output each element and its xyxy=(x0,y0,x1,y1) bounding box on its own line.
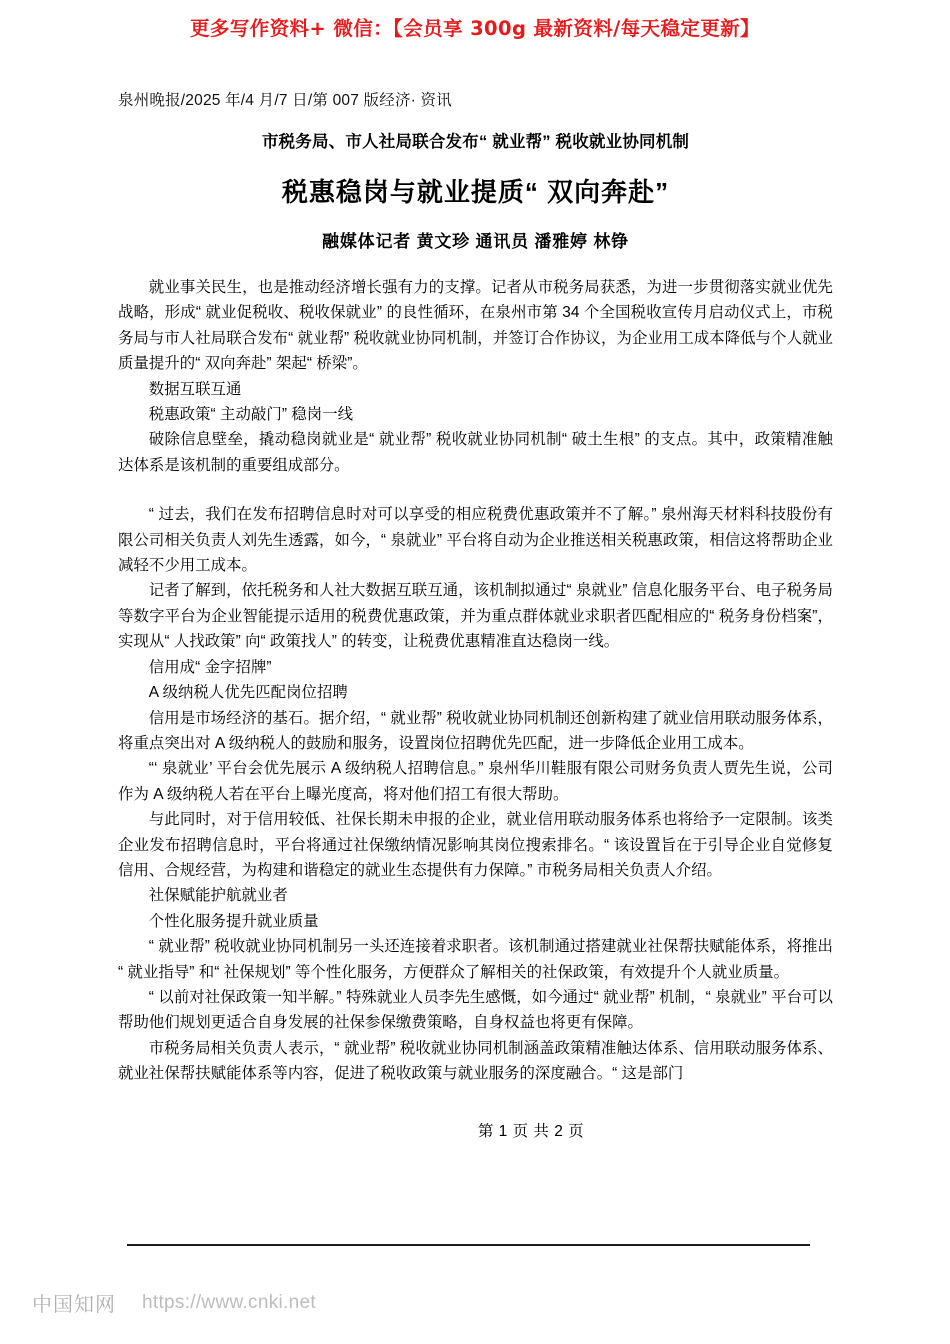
page-title: 税惠稳岗与就业提质“ 双向奔赴” xyxy=(281,177,670,207)
paragraph: 与此同时，对于信用较低、社保长期未申报的企业，就业信用联动服务体系也将给予一定限制。该类企业发布招聘信息时，平台将通过社保缴纳情况影响其岗位搜索排名。“ 该设置旨在于引导企业自觉修复信用、合规经营，为构建和谐稳定的就业生态提供有力保障。” 市税务局相关负责人介绍。 xyxy=(118,811,833,879)
promo-banner: 更多写作资料+ 微信：【会员享 300g 最新资料/每天稳定更新】 xyxy=(190,17,760,40)
paragraph: “‘ 泉就业’ 平台会优先展示 A 级纳税人招聘信息。” 泉州华川鞋服有限公司财务负责人贾先生说，公司作为 A 级纳税人若在平台上曝光度高，将对他们招工有很大帮助。 xyxy=(118,760,833,803)
page-number-label: 第 1 页 共 2 页 xyxy=(477,1123,585,1140)
article-kicker: 市税务局、市人社局联合发布“ 就业帮” 税收就业协同机制 xyxy=(261,133,690,151)
footer-divider xyxy=(127,1244,810,1246)
paragraph: 信用是市场经济的基石。据介绍，“ 就业帮” 税收就业协同机制还创新构建了就业信用联动服务体系，将重点突出对 A 级纳税人的鼓励和服务，设置岗位招聘优先匹配，进一步降低企业用工成本。 xyxy=(118,709,833,752)
paragraph: 破除信息壁垒，撬动稳岗就业是“ 就业帮” 税收就业协同机制“ 破土生根” 的支点。其中，政策精准触达体系是该机制的重要组成部分。 xyxy=(118,431,833,474)
article-byline: 融媒体记者 黄文珍 通讯员 潘雅婷 林铮 xyxy=(322,232,629,251)
cnki-brand-label: 中国知网 xyxy=(32,1294,116,1316)
paragraph: “ 过去，我们在发布招聘信息时对可以享受的相应税费优惠政策并不了解。” 泉州海天材料科技股份有限公司相关负责人刘先生透露，如今，“ 泉就业” 平台将自动为企业推送相关税惠政策，相信这将帮助企业减轻不少用工成本。 xyxy=(118,506,833,575)
article-source-line: 泉州晚报/2025 年/4 月/7 日/第 007 版经济· 资讯 xyxy=(118,92,452,109)
paragraph: 就业事关民生，也是推动经济增长强有力的支撑。记者从市税务局获悉，为进一步贯彻落实就业优先战略，形成“ 就业促税收、税收保就业” 的良性循环，在泉州市第 34 个全国税收宣传月启动仪式上，市税务局与市人社局联合发布“ 就业帮” 税收就业协同机制，并签订合作协议，为企业用工成本降低与个人就业质量提升的“ 双向奔赴” 架起“ 桥梁”。 xyxy=(118,279,833,373)
page-number xyxy=(0,1119,950,1141)
paragraph: 市税务局相关负责人表示，“ 就业帮” 税收就业协同机制涵盖政策精准触达体系、信用联动服务体系、就业社保帮扶赋能体系等内容，促进了税收政策与就业服务的深度融合。“ 这是部门 xyxy=(118,1039,833,1083)
paragraph: 记者了解到，依托税务和人社大数据互联互通，该机制拟通过“ 泉就业” 信息化服务平台、电子税务局等数字平台为企业智能提示适用的税费优惠政策，并为重点群体就业求职者匹配相应的“ 税务身份档案”，实现从“ 人找政策” 向“ 政策找人” 的转变，让税费优惠精准直达稳岗一线。 xyxy=(118,582,833,651)
paragraph: “ 就业帮” 税收就业协同机制另一头还连接着求职者。该机制通过搭建就业社保帮扶赋能体系，将推出“ 就业指导” 和“ 社保规划” 等个性化服务，方便群众了解相关的社保政策，有效提升个人就业质量。 xyxy=(118,938,833,981)
cnki-url-label: https://www.cnki.net xyxy=(142,1291,316,1313)
article-container xyxy=(118,88,833,1087)
section-heading: 数据互联互通 xyxy=(148,380,242,398)
paragraph: “ 以前对社保政策一知半解。” 特殊就业人员李先生感慨，如今通过“ 就业帮” 机制，“ 泉就业” 平台可以帮助他们规划更适合自身发展的社保参保缴费策略，自身权益也将更有保障。 xyxy=(118,988,833,1032)
section-subheading: 个性化服务提升就业质量 xyxy=(148,912,319,930)
section-heading: 信用成“ 金字招牌” xyxy=(148,658,272,676)
section-subheading: A 级纳税人优先匹配岗位招聘 xyxy=(148,684,348,702)
section-subheading: 税惠政策“ 主动敲门” 稳岗一线 xyxy=(148,406,354,424)
cnki-watermark xyxy=(32,1288,316,1317)
section-heading: 社保赋能护航就业者 xyxy=(148,887,288,905)
article-body xyxy=(118,275,833,1087)
